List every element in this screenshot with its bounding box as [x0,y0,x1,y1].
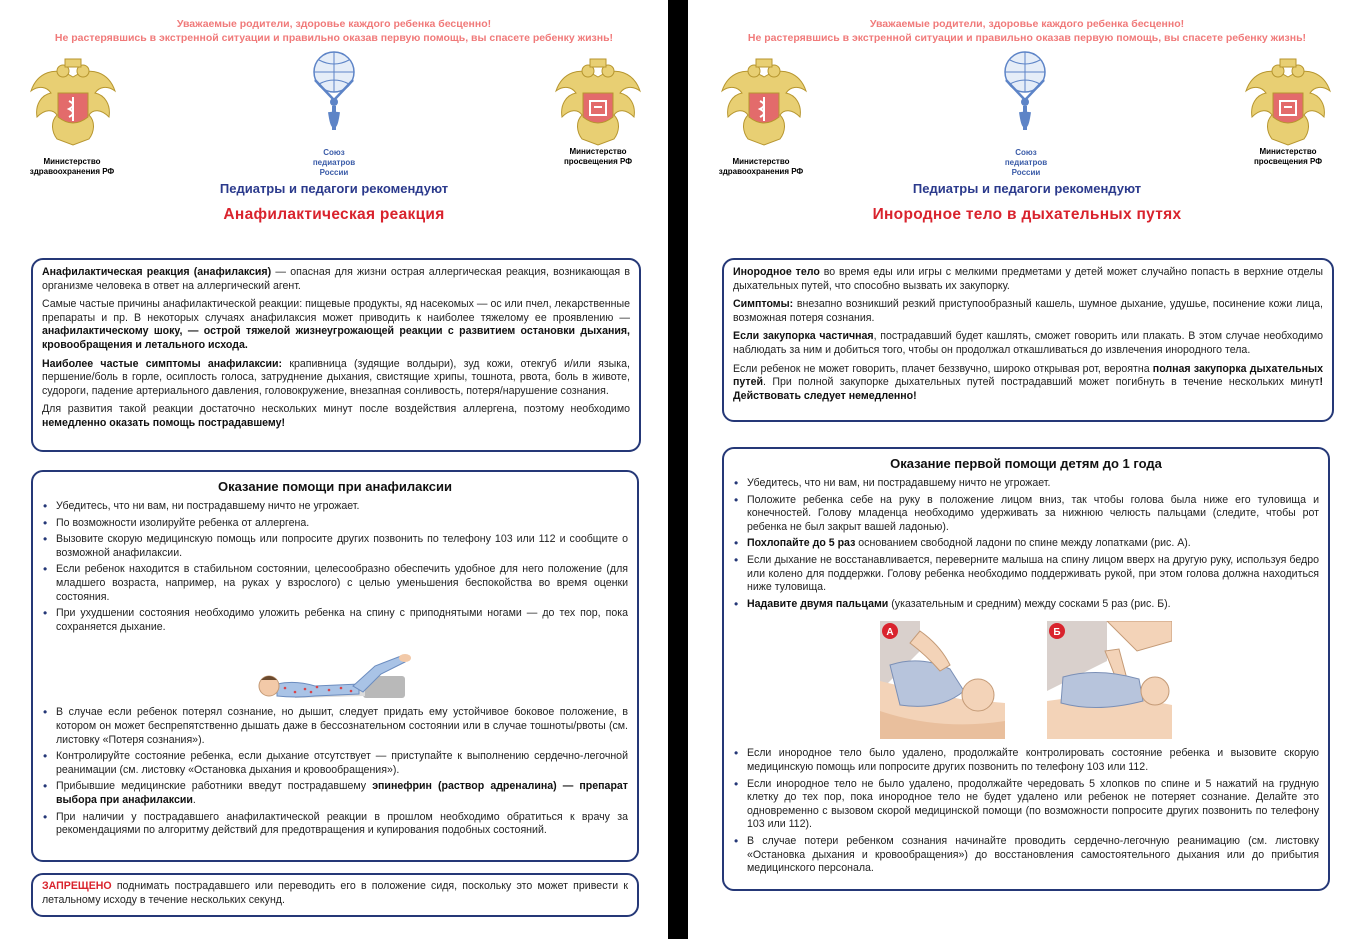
forbidden-box [31,873,639,917]
right-leaflet [688,0,1366,939]
list-item: • Вызовите скорую медицинскую помощь или попросите других позвонить по телефону 103 или 112 и сообщите о возможной анафилаксии. [42,533,628,560]
union-pediatricians-caption: Союз педиатров России [1004,148,1048,177]
symptoms-paragraph: Симптомы: внезапно возникший резкий приступообразный кашель, шумное дыхание, удушье, посинение кожи лица, возможная потеря сознания. [733,298,1323,324]
list-item: • В случае потери ребенком сознания начинайте проводить сердечно-легочную реанимацию (см. листовку «Остановка дыхания и кровообращения») до восстановления самостоятельного дыхания или до прибытия медицинского персонала. [733,835,1319,876]
list-item: • Если инородное тело было удалено, продолжайте контролировать состояние ребенка и вызовите скорую медицинскую помощь или попросите других позвонить по телефону 103 или 112. [733,747,1319,774]
help-title: Оказание помощи при анафилаксии [218,479,452,494]
figures-row [733,621,1319,739]
figure-a-label: А [886,627,894,639]
list-item: • Похлопайте до 5 раз основанием свободной ладони по спине между лопатками (рис. А). [733,537,1319,551]
forbidden-label: ЗАПРЕЩЕНО [42,880,112,892]
union-pediatricians-caption: Союз педиатров России [312,148,356,177]
help-box [722,447,1330,891]
child-raised-legs-illustration [255,642,415,702]
page-title: Анафилактическая реакция [223,206,445,223]
header-line-2: Не растерявшись в экстренной ситуации и правильно оказав первую помощь, вы спасете ребенку жизнь! [747,32,1307,44]
forbidden-paragraph: ЗАПРЕЩЕНО поднимать пострадавшего или переводить его в положение сидя, поскольку это может привести к летальному исходу в течение нескольких секунд. [42,880,628,906]
ministry-education-caption: Министерство просвещения РФ [1253,147,1323,166]
header-appeal [688,17,1366,45]
list-item: • При наличии у пострадавшего анафилактической реакции в прошлом необходимо обратиться к врачу за рекомендациями по алгоритму действий для предотвращения и купирования подобных состояний. [42,811,628,838]
intro-box [722,258,1334,422]
header-line-2: Не растерявшись в экстренной ситуации и правильно оказав первую помощь, вы спасете ребенку жизнь! [54,32,614,44]
ministry-education-emblem-icon [1240,55,1336,151]
list-item: • Положите ребенка себе на руку в положение лицом вниз, так чтобы голова была ниже его туловища и конечностей. Голову младенца необходимо удерживать за нижнюю челюсть пальцами (следите, чтобы рот ребенка не был закрыт вашей ладонью). [733,494,1319,535]
chest-thrusts-illustration [1047,621,1172,739]
help-title: Оказание первой помощи детям до 1 года [890,456,1162,471]
urgency-paragraph: Для развития такой реакции достаточно нескольких минут после воздействия аллергена, поэтому необходимо немедленно оказать помощь пострадавшему! [42,403,630,429]
full-obstruction-paragraph: Если ребенок не может говорить, плачет беззвучно, широко открывая рот, вероятна полная закупорка дыхательных путей. При полной закупорке дыхательных путей пострадавший может погибнуть в течение нескольких минут! Действовать следует немедленно! [733,362,1323,402]
symptoms-paragraph: Наиболее частые симптомы анафилаксии: крапивница (зудящие волдыри), зуд кожи, отекгуб и/или языка, першение/боль в горле, осиплость голоса, затруднение дыхания, свистящие хрипы, тошнота, рвота, боль в животе, судороги, падение артериального давления, головокружение, внезапная сонливость, потеря/нарушение сознания. [42,357,630,397]
help-steps-list [42,500,628,634]
list-item: • Убедитесь, что ни вам, ни пострадавшему ничто не угрожает. [733,477,1319,491]
list-item: • Если инородное тело не было удалено, продолжайте чередовать 5 хлопков по спине и 5 нажатий на грудную клетку до тех пор, пока инородное тело не будет удалено или ребенок не потеряет сознание. Делайте это одновременно с вызовом скорой медицинской помощи (по возможности попросите других позвонить по телефону 103 или 112). [733,778,1319,832]
ministry-health-caption: Министерство здравоохранения РФ [718,157,804,176]
figure-b-label: Б [1053,627,1061,639]
list-item: • Контролируйте состояние ребенка, если дыхание отсутствует — приступайте к выполнению сердечно-легочной реанимации (см. листовку «Остановка дыхания и кровообращения»). [42,750,628,777]
ministry-health-emblem-icon [716,55,812,151]
list-item: • По возможности изолируйте ребенка от аллергена. [42,517,628,531]
back-blows-illustration [880,621,1005,739]
list-item: • В случае если ребенок потерял сознание, но дышит, следует придать ему устойчивое боковое положение, в котором он может беспрепятственно дышать даже в бессознательном состоянии или в случае тошноты/рвоты (см. листовку «Потеря сознания»). [42,706,628,747]
recommend-heading: Педиатры и педагоги рекомендуют [219,181,449,196]
list-item: • Если ребенок находится в стабильном состоянии, целесообразно обеспечить удобное для него положение (для младшего возраста, например, на руках у взрослого) с целью уменьшения беспокойства во время оценки состояния. [42,563,628,604]
header-line-1: Уважаемые родители, здоровье каждого ребенка бесценно! [869,18,1185,30]
help-steps-list-continued [733,747,1319,875]
union-pediatricians-logo-icon [303,50,365,146]
page-title: Инородное тело в дыхательных путях [872,206,1182,223]
causes-paragraph: Самые частые причины анафилактической реакции: пищевые продукты, яд насекомых — ос или пчел, лекарственные препараты и пр. В некоторых случаях анафилаксия может приводить к наиболее тяжелому ее проявлению — анафилактическому шоку, — острой тяжелой жизнеугрожающей реакции с развитием остановки дыхания, кровообращения и летального исхода. [42,298,630,351]
union-pediatricians-logo-icon [994,50,1056,146]
header-appeal [0,17,668,45]
list-item: • Убедитесь, что ни вам, ни пострадавшему ничто не угрожает. [42,500,628,514]
ministry-health-emblem-icon [25,55,121,151]
definition-paragraph: Инородное тело во время еды или игры с мелкими предметами у детей может случайно попасть в верхние отделы дыхательных путей, что способно вызвать их закупорку. [733,266,1324,292]
intro-box [31,258,641,452]
list-item: • Надавите двумя пальцами (указательным и средним) между сосками 5 раз (рис. Б). [733,598,1319,612]
partial-obstruction-paragraph: Если закупорка частичная, пострадавший будет кашлять, сможет говорить или плакать. В этом случае необходимо наблюдать за ним и добиться того, чтобы он продолжал откашливаться до извлечения инородного тела. [733,330,1323,356]
help-steps-list-continued [42,706,628,837]
definition-paragraph: Анафилактическая реакция (анафилаксия) — опасная для жизни острая аллергическая реакция, возникающая в организме человека в ответ на аллергический агент. [42,266,630,292]
help-box [31,470,639,862]
ministry-education-emblem-icon [550,55,646,151]
ministry-education-caption: Министерство просвещения РФ [563,147,633,166]
header-line-1: Уважаемые родители, здоровье каждого ребенка бесценно! [176,18,492,30]
list-item: • Если дыхание не восстанавливается, переверните малыша на спину лицом вверх на другую руку, используя бедро или колено для поддержки. Голову ребенка необходимо поддерживать рукой, при этом голова должна находиться ниже туловища. [733,554,1319,595]
left-leaflet [0,0,668,939]
list-item: • Прибывшие медицинские работники введут пострадавшему эпинефрин (раствор адреналина) — препарат выбора при анафилаксии. [42,780,628,807]
help-steps-list [733,477,1319,611]
ministry-health-caption: Министерство здравоохранения РФ [29,157,115,176]
recommend-heading: Педиатры и педагоги рекомендуют [912,181,1142,196]
list-item: • При ухудшении состояния необходимо уложить ребенка на спину с приподнятыми ногами — до тех пор, пока сохраняется дыхание. [42,607,628,634]
